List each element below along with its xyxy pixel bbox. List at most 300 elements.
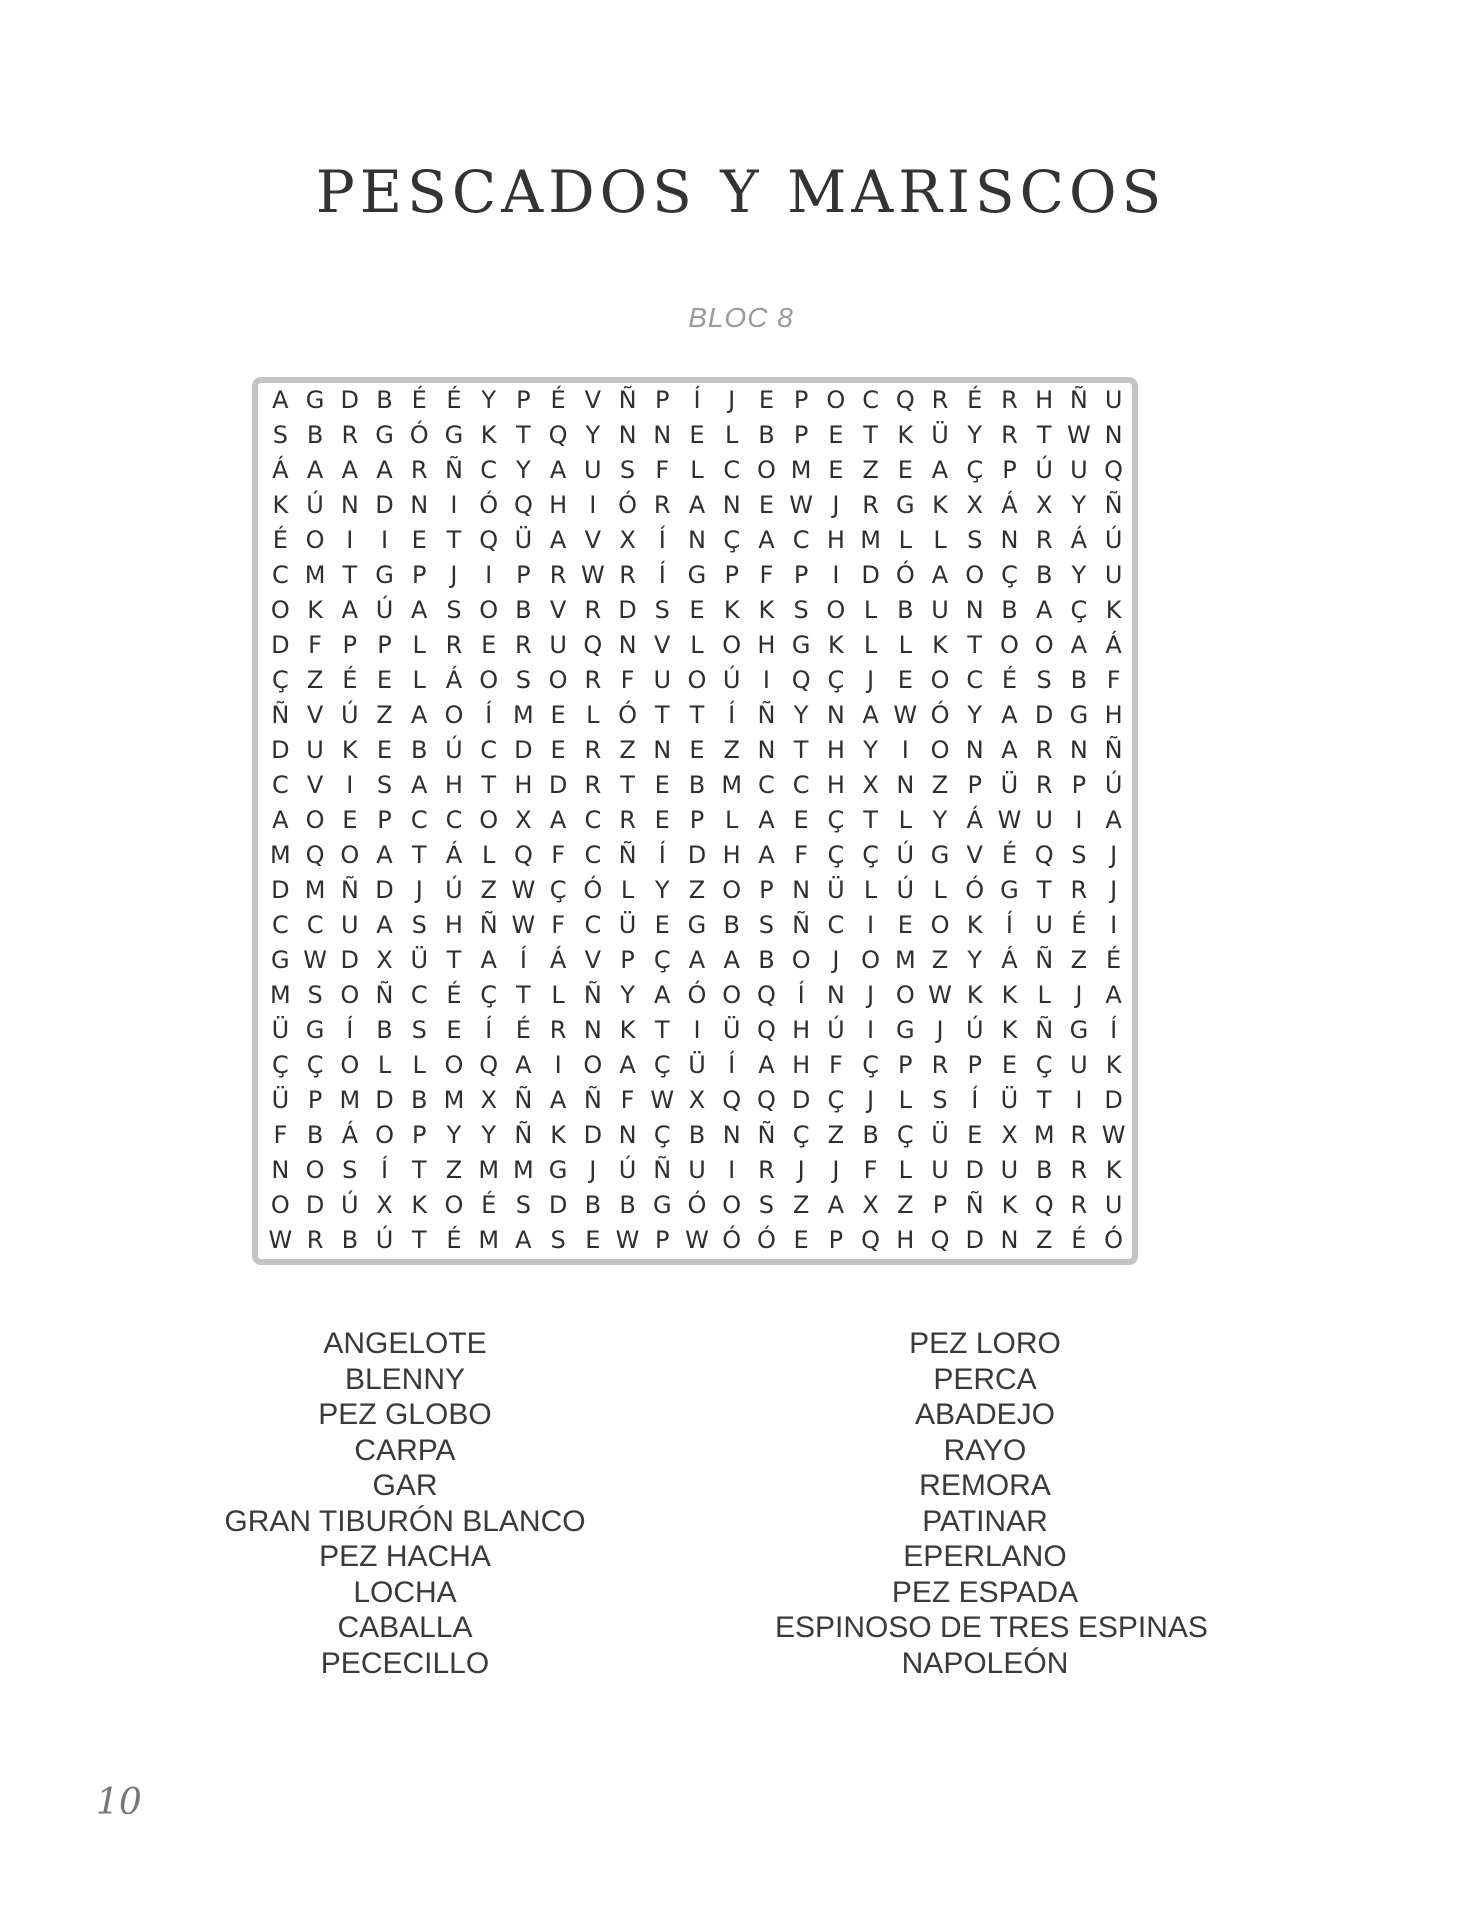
grid-cell[interactable]: Y [967,421,983,449]
grid-cell[interactable]: Q [895,386,915,414]
grid-cell[interactable]: I [346,526,354,554]
grid-cell[interactable]: Ú [341,1191,359,1219]
grid-cell[interactable]: Á [1001,946,1018,974]
grid-cell[interactable]: Z [827,1121,845,1149]
grid-cell[interactable]: D [548,771,568,799]
grid-cell[interactable]: B [515,596,532,624]
grid-cell[interactable]: É [1071,911,1087,939]
grid-cell[interactable]: E [758,491,774,519]
grid-cell[interactable]: Ñ [375,981,394,1009]
grid-cell[interactable]: D [1104,1086,1123,1114]
grid-cell[interactable]: E [897,911,913,939]
grid-cell[interactable]: F [759,561,774,589]
grid-cell[interactable]: F [1106,666,1121,694]
grid-cell[interactable]: É [1071,1226,1087,1254]
grid-cell[interactable]: Í [346,1016,354,1044]
grid-cell[interactable]: Ú [896,876,915,904]
grid-cell[interactable]: Ñ [271,701,290,729]
grid-cell[interactable]: R [549,561,567,589]
grid-cell[interactable]: Z [1035,1226,1053,1254]
grid-cell[interactable]: W [511,911,536,939]
grid-cell[interactable]: E [897,666,913,694]
grid-cell[interactable]: A [411,771,428,799]
grid-cell[interactable]: K [932,491,948,519]
grid-cell[interactable]: G [1000,876,1019,904]
grid-cell[interactable]: D [583,1121,603,1149]
grid-cell[interactable]: P [793,421,809,449]
grid-cell[interactable]: N [583,1016,602,1044]
grid-cell[interactable]: K [932,631,948,659]
grid-cell[interactable]: G [687,911,707,939]
grid-cell[interactable]: K [272,491,289,519]
grid-cell[interactable]: O [826,596,846,624]
grid-cell[interactable]: U [1035,806,1053,834]
grid-cell[interactable]: T [1036,1086,1052,1114]
grid-cell[interactable]: Ó [756,1226,776,1254]
grid-cell[interactable]: E [828,421,844,449]
grid-cell[interactable]: B [411,736,428,764]
grid-cell[interactable]: Ú [1104,526,1123,554]
grid-cell[interactable]: B [1035,1156,1053,1184]
grid-cell[interactable]: Ú [445,736,463,764]
grid-cell[interactable]: V [966,841,983,869]
grid-cell[interactable]: G [271,946,290,974]
grid-cell[interactable]: C [862,386,879,414]
grid-cell[interactable]: U [688,1156,706,1184]
grid-cell[interactable]: B [758,421,775,449]
grid-cell[interactable]: J [832,946,840,974]
grid-cell[interactable]: Ñ [757,701,776,729]
grid-cell[interactable]: C [271,561,289,589]
grid-cell[interactable]: Ó [479,491,499,519]
grid-cell[interactable]: Ü [722,1016,741,1044]
grid-cell[interactable]: M [270,981,291,1009]
grid-cell[interactable]: H [826,736,845,764]
grid-cell[interactable]: É [446,981,462,1009]
grid-cell[interactable]: P [620,946,635,974]
grid-cell[interactable]: C [445,806,463,834]
grid-cell[interactable]: Ñ [965,1191,984,1219]
grid-cell[interactable]: C [584,911,602,939]
grid-cell[interactable]: É [481,1191,497,1219]
grid-cell[interactable]: T [863,421,878,449]
grid-cell[interactable]: Ç [480,981,498,1009]
grid-cell[interactable]: O [1034,631,1054,659]
grid-cell[interactable]: Á [272,456,289,484]
grid-cell[interactable]: N [618,631,637,659]
grid-cell[interactable]: Ú [618,1156,637,1184]
grid-cell[interactable]: E [550,736,566,764]
grid-cell[interactable]: C [792,771,810,799]
grid-cell[interactable]: O [548,666,568,694]
grid-cell[interactable]: P [307,1086,323,1114]
grid-cell[interactable]: Ñ [618,386,637,414]
grid-cell[interactable]: Z [897,1191,914,1219]
grid-cell[interactable]: A [688,946,706,974]
grid-cell[interactable]: W [650,1086,675,1114]
grid-cell[interactable]: I [728,1156,736,1184]
grid-cell[interactable]: X [862,771,879,799]
grid-cell[interactable]: L [690,456,704,484]
grid-cell[interactable]: P [377,631,392,659]
grid-cell[interactable]: E [689,596,705,624]
grid-cell[interactable]: U [1104,386,1123,414]
grid-cell[interactable]: V [584,946,602,974]
grid-cell[interactable]: Z [306,666,324,694]
grid-cell[interactable]: V [306,771,324,799]
grid-cell[interactable]: U [1070,456,1088,484]
grid-cell[interactable]: D [965,1226,984,1254]
grid-cell[interactable]: Ñ [479,911,498,939]
grid-cell[interactable]: Ñ [340,876,359,904]
grid-cell[interactable]: D [375,491,394,519]
grid-cell[interactable]: Í [1005,911,1013,939]
grid-cell[interactable]: D [271,631,290,659]
grid-cell[interactable]: W [789,491,813,519]
grid-cell[interactable]: O [895,981,915,1009]
grid-cell[interactable]: G [1069,1016,1089,1044]
grid-cell[interactable]: E [828,456,844,484]
grid-cell[interactable]: Í [658,561,666,589]
grid-cell[interactable]: Ú [306,491,324,519]
grid-cell[interactable]: A [931,561,949,589]
grid-cell[interactable]: Ó [1104,1226,1124,1254]
grid-cell[interactable]: N [1000,1226,1019,1254]
grid-cell[interactable]: N [826,981,845,1009]
grid-cell[interactable]: H [444,771,463,799]
grid-cell[interactable]: R [1070,1156,1088,1184]
grid-cell[interactable]: Á [549,946,567,974]
grid-cell[interactable]: D [618,596,637,624]
grid-cell[interactable]: Y [932,806,948,834]
grid-cell[interactable]: Z [376,701,393,729]
grid-cell[interactable]: P [759,876,774,904]
grid-cell[interactable]: E [411,526,427,554]
grid-cell[interactable]: C [306,911,324,939]
grid-cell[interactable]: Q [479,526,499,554]
grid-cell[interactable]: L [898,526,912,554]
grid-cell[interactable]: Ü [688,1051,706,1079]
grid-cell[interactable]: Ó [895,561,915,589]
grid-cell[interactable]: P [655,386,670,414]
grid-cell[interactable]: O [444,701,464,729]
grid-cell[interactable]: A [515,1051,532,1079]
grid-cell[interactable]: Í [658,526,666,554]
grid-cell[interactable]: Ó [930,701,950,729]
grid-cell[interactable]: C [723,456,741,484]
grid-cell[interactable]: O [375,1121,394,1149]
grid-cell[interactable]: D [271,876,290,904]
grid-cell[interactable]: U [931,1156,949,1184]
grid-cell[interactable]: L [1037,981,1051,1009]
grid-cell[interactable]: É [515,1016,531,1044]
grid-cell[interactable]: V [584,386,602,414]
grid-cell[interactable]: Ü [410,946,429,974]
grid-cell[interactable]: M [860,526,881,554]
grid-cell[interactable]: U [1070,1051,1088,1079]
grid-cell[interactable]: X [376,946,393,974]
grid-cell[interactable]: B [758,946,775,974]
grid-cell[interactable]: O [722,876,742,904]
grid-cell[interactable]: U [1104,561,1123,589]
grid-cell[interactable]: O [930,911,950,939]
grid-cell[interactable]: K [1105,1156,1122,1184]
grid-cell[interactable]: B [1035,561,1053,589]
grid-cell[interactable]: L [898,1156,912,1184]
grid-cell[interactable]: O [861,946,881,974]
grid-cell[interactable]: U [584,456,602,484]
grid-cell[interactable]: U [1104,1191,1123,1219]
grid-cell[interactable]: A [1035,596,1053,624]
grid-cell[interactable]: O [826,386,846,414]
grid-cell[interactable]: Í [485,701,493,729]
grid-cell[interactable]: Á [445,841,463,869]
grid-cell[interactable]: Ç [827,666,845,694]
grid-cell[interactable]: Z [931,771,949,799]
grid-cell[interactable]: V [654,631,671,659]
grid-cell[interactable]: I [589,491,597,519]
grid-cell[interactable]: Q [756,981,776,1009]
grid-cell[interactable]: É [550,386,566,414]
grid-cell[interactable]: Ú [965,1016,984,1044]
grid-cell[interactable]: Z [723,736,740,764]
grid-cell[interactable]: A [827,1191,845,1219]
grid-cell[interactable]: A [272,806,289,834]
grid-cell[interactable]: F [655,456,670,484]
grid-cell[interactable]: J [1110,841,1118,869]
grid-cell[interactable]: A [272,386,289,414]
grid-cell[interactable]: H [444,911,463,939]
grid-cell[interactable]: K [966,981,983,1009]
grid-cell[interactable]: Ç [723,526,741,554]
grid-cell[interactable]: Í [380,1156,389,1184]
grid-cell[interactable]: J [1075,981,1083,1009]
grid-cell[interactable]: K [1001,1016,1018,1044]
grid-cell[interactable]: H [826,526,845,554]
grid-cell[interactable]: C [271,911,289,939]
grid-cell[interactable]: L [412,666,426,694]
grid-cell[interactable]: A [1105,981,1122,1009]
grid-cell[interactable]: H [826,771,845,799]
grid-cell[interactable]: D [548,1191,568,1219]
grid-cell[interactable]: W [1101,1121,1126,1149]
grid-cell[interactable]: W [580,561,605,589]
grid-cell[interactable]: Y [620,981,635,1009]
grid-cell[interactable]: Ç [792,1121,810,1149]
grid-cell[interactable]: Ó [618,491,637,519]
grid-cell[interactable]: O [965,561,985,589]
grid-cell[interactable]: N [757,736,776,764]
grid-cell[interactable]: A [758,526,775,554]
grid-cell[interactable]: Í [1110,1016,1118,1044]
grid-cell[interactable]: Y [446,1121,462,1149]
grid-cell[interactable]: O [722,631,742,659]
grid-cell[interactable]: P [828,1226,844,1254]
grid-cell[interactable]: M [304,876,326,904]
grid-cell[interactable]: A [549,456,567,484]
grid-cell[interactable]: D [305,1191,325,1219]
grid-cell[interactable]: R [758,1156,775,1184]
grid-cell[interactable]: P [655,1226,670,1254]
grid-cell[interactable]: C [271,771,289,799]
grid-cell[interactable]: M [894,946,916,974]
grid-cell[interactable]: J [832,1156,840,1184]
grid-cell[interactable]: G [548,1156,568,1184]
grid-cell[interactable]: Y [1071,491,1087,519]
grid-cell[interactable]: Ç [827,1086,845,1114]
grid-cell[interactable]: Z [862,456,879,484]
grid-cell[interactable]: I [832,561,840,589]
grid-cell[interactable]: N [618,421,637,449]
grid-cell[interactable]: S [932,1086,948,1114]
grid-cell[interactable]: Ñ [1035,946,1054,974]
grid-cell[interactable]: R [653,491,671,519]
grid-cell[interactable]: A [376,911,393,939]
grid-cell[interactable]: C [410,806,428,834]
grid-cell[interactable]: K [341,736,358,764]
grid-cell[interactable]: Ñ [583,1086,602,1114]
grid-cell[interactable]: O [791,946,811,974]
grid-cell[interactable]: Ü [1000,1086,1019,1114]
grid-cell[interactable]: N [722,491,741,519]
grid-cell[interactable]: N [618,1121,637,1149]
grid-cell[interactable]: B [688,771,706,799]
grid-cell[interactable]: Ç [653,1051,671,1079]
grid-cell[interactable]: M [513,1156,534,1184]
grid-cell[interactable]: F [273,1121,288,1149]
grid-cell[interactable]: Q [1034,841,1054,869]
grid-cell[interactable]: F [551,911,566,939]
grid-cell[interactable]: E [689,736,705,764]
grid-cell[interactable]: R [1035,736,1053,764]
grid-cell[interactable]: A [376,456,393,484]
grid-cell[interactable]: O [305,1156,325,1184]
grid-cell[interactable]: Í [485,1016,493,1044]
grid-cell[interactable]: A [654,981,671,1009]
grid-cell[interactable]: E [967,1121,983,1149]
grid-cell[interactable]: G [895,1016,915,1044]
grid-cell[interactable]: K [1001,1191,1018,1219]
grid-cell[interactable]: X [1035,491,1053,519]
grid-cell[interactable]: I [1075,806,1083,834]
grid-cell[interactable]: B [306,1121,324,1149]
grid-cell[interactable]: Í [971,1086,979,1114]
grid-cell[interactable]: P [793,386,809,414]
grid-cell[interactable]: P [411,561,427,589]
grid-cell[interactable]: Y [967,946,983,974]
grid-cell[interactable]: Ó [409,421,429,449]
grid-cell[interactable]: Ü [827,876,845,904]
grid-cell[interactable]: M [478,1226,500,1254]
grid-cell[interactable]: E [342,806,358,834]
grid-cell[interactable]: A [1105,806,1122,834]
grid-cell[interactable]: G [444,421,464,449]
grid-cell[interactable]: D [375,876,394,904]
grid-cell[interactable]: S [272,421,288,449]
grid-cell[interactable]: O [479,596,499,624]
grid-cell[interactable]: Ú [827,1016,845,1044]
grid-cell[interactable]: S [1036,666,1052,694]
grid-cell[interactable]: Q [513,841,533,869]
grid-cell[interactable]: N [792,876,811,904]
grid-cell[interactable]: W [997,806,1022,834]
grid-cell[interactable]: S [550,1226,566,1254]
grid-cell[interactable]: E [550,701,566,729]
grid-cell[interactable]: J [1110,876,1118,904]
grid-cell[interactable]: Ñ [1069,386,1088,414]
grid-cell[interactable]: K [897,421,914,449]
grid-cell[interactable]: T [793,736,809,764]
grid-cell[interactable]: D [791,1086,811,1114]
grid-cell[interactable]: Ñ [1104,736,1123,764]
grid-cell[interactable]: Ç [1001,561,1018,589]
grid-cell[interactable]: Y [793,701,809,729]
grid-cell[interactable]: J [415,876,423,904]
grid-cell[interactable]: T [411,1156,427,1184]
grid-cell[interactable]: G [375,421,394,449]
grid-cell[interactable]: X [688,1086,706,1114]
grid-cell[interactable]: X [376,1191,393,1219]
grid-cell[interactable]: Q [756,1086,776,1114]
grid-cell[interactable]: O [270,596,290,624]
grid-cell[interactable]: Z [1070,946,1088,974]
grid-cell[interactable]: Ü [271,1016,290,1044]
grid-cell[interactable]: N [410,491,429,519]
grid-cell[interactable]: R [1001,421,1018,449]
grid-cell[interactable]: G [895,491,915,519]
grid-cell[interactable]: X [862,1191,879,1219]
grid-cell[interactable]: P [342,631,358,659]
grid-cell[interactable]: F [794,841,809,869]
grid-cell[interactable]: Ç [827,806,845,834]
grid-cell[interactable]: S [411,911,427,939]
grid-cell[interactable]: H [722,841,741,869]
grid-cell[interactable]: Ç [653,1121,671,1149]
grid-cell[interactable]: A [862,701,879,729]
grid-cell[interactable]: X [1001,1121,1018,1149]
grid-cell[interactable]: O [479,806,499,834]
grid-cell[interactable]: I [1110,911,1118,939]
grid-cell[interactable]: T [689,701,705,729]
grid-cell[interactable]: T [1036,876,1052,904]
grid-cell[interactable]: É [967,386,983,414]
grid-cell[interactable]: Y [967,701,983,729]
grid-cell[interactable]: Ñ [757,1121,776,1149]
grid-cell[interactable]: O [444,1051,464,1079]
grid-cell[interactable]: A [411,701,428,729]
grid-cell[interactable]: I [867,1016,875,1044]
grid-cell[interactable]: A [758,806,775,834]
grid-cell[interactable]: A [341,456,358,484]
grid-cell[interactable]: R [549,1016,567,1044]
grid-cell[interactable]: U [341,911,359,939]
grid-cell[interactable]: B [862,1121,879,1149]
grid-cell[interactable]: X [515,806,532,834]
grid-cell[interactable]: S [793,596,809,624]
grid-cell[interactable]: H [1035,386,1054,414]
grid-cell[interactable]: A [515,1226,532,1254]
grid-cell[interactable]: Ú [896,841,915,869]
grid-cell[interactable]: N [653,736,672,764]
grid-cell[interactable]: M [721,771,743,799]
grid-cell[interactable]: F [863,1156,878,1184]
grid-cell[interactable]: I [346,771,354,799]
grid-cell[interactable]: L [898,631,912,659]
grid-cell[interactable]: Y [481,1121,496,1149]
grid-cell[interactable]: T [411,1226,427,1254]
grid-cell[interactable]: S [515,666,531,694]
grid-cell[interactable]: U [931,596,949,624]
